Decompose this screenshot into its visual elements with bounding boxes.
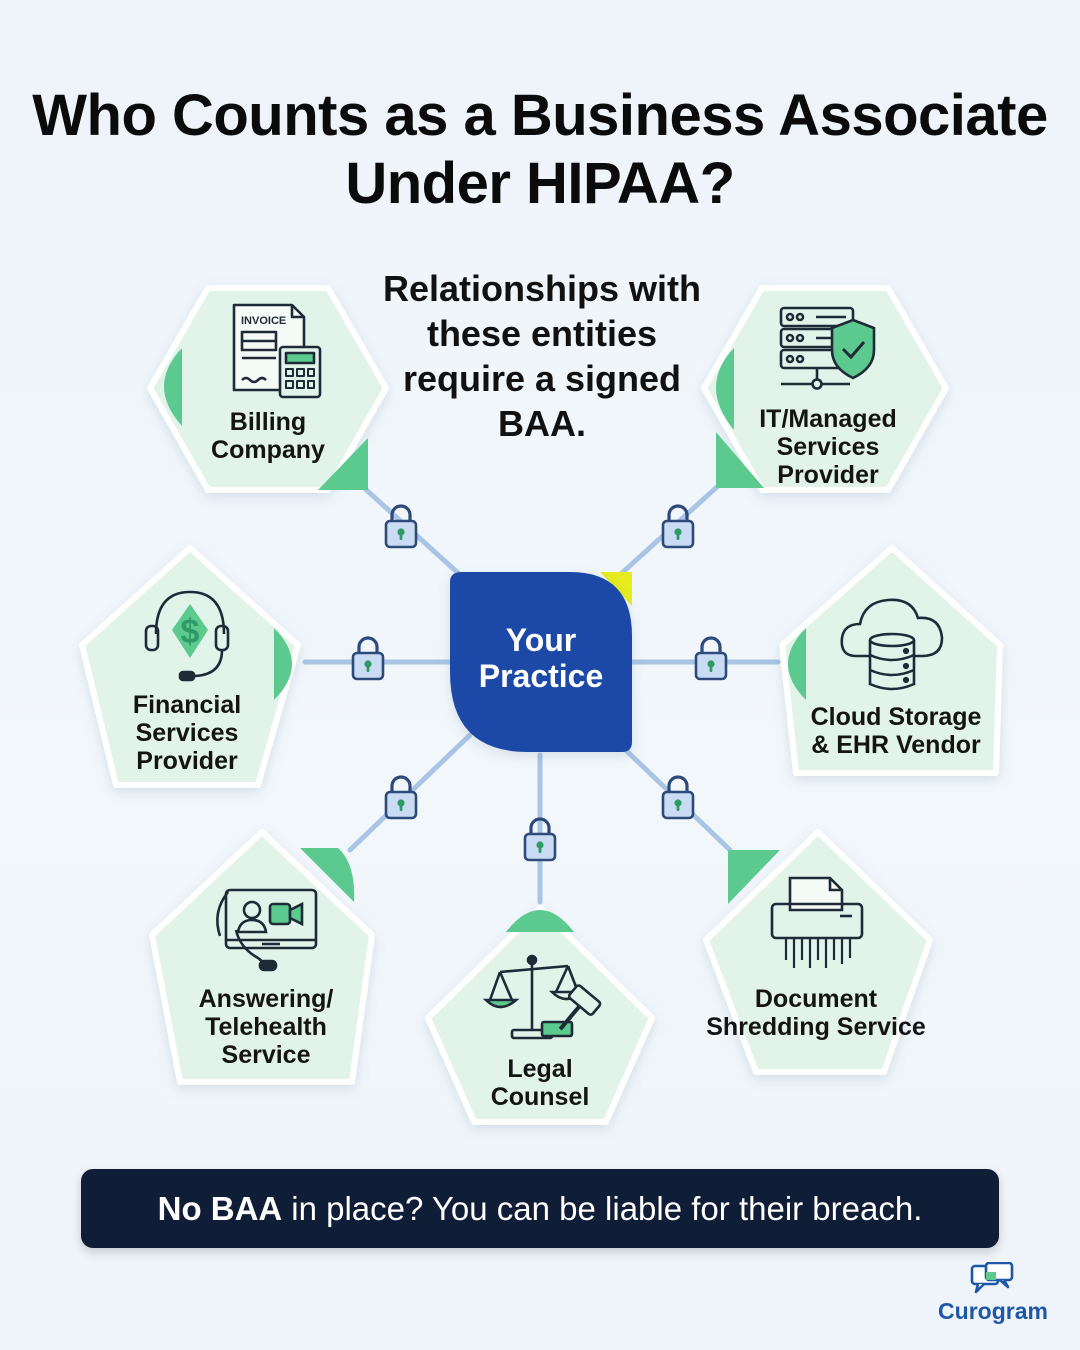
center-label: Your Practice <box>478 622 604 694</box>
node-label-shredding: Document Shredding Service <box>706 985 926 1041</box>
padlock-icon-cloud <box>696 638 726 679</box>
chat-bubbles-icon <box>970 1262 1018 1298</box>
banner-bold-text: No BAA <box>157 1189 283 1227</box>
padlock-icon-shredding <box>663 777 693 818</box>
padlock-icon-financial <box>353 638 383 679</box>
padlock-icon-answering <box>386 777 416 818</box>
node-label-billing: Billing Company <box>211 408 325 464</box>
brand-name: Curogram <box>938 1298 1048 1324</box>
node-label-legal: Legal Counsel <box>490 1055 590 1111</box>
page-title: Who Counts as a Business Associate Under HIPAA? <box>32 83 1048 216</box>
invoice-icon-text: INVOICE <box>241 315 287 327</box>
node-label-cloud: Cloud Storage & EHR Vendor <box>810 703 982 759</box>
accent-legal-top <box>506 910 574 932</box>
warning-banner <box>81 1169 999 1248</box>
node-label-financial: Financial Services Provider <box>132 691 242 775</box>
node-label-it: IT/Managed Services Provider <box>759 405 897 489</box>
node-label-answering: Answering/ Telehealth Service <box>198 985 334 1069</box>
banner-text: in place? You can be liable for their breach. <box>291 1189 923 1227</box>
svg-text:$: $ <box>180 613 200 651</box>
subtitle: Relationships with these entities require a signed BAA. <box>382 268 702 444</box>
